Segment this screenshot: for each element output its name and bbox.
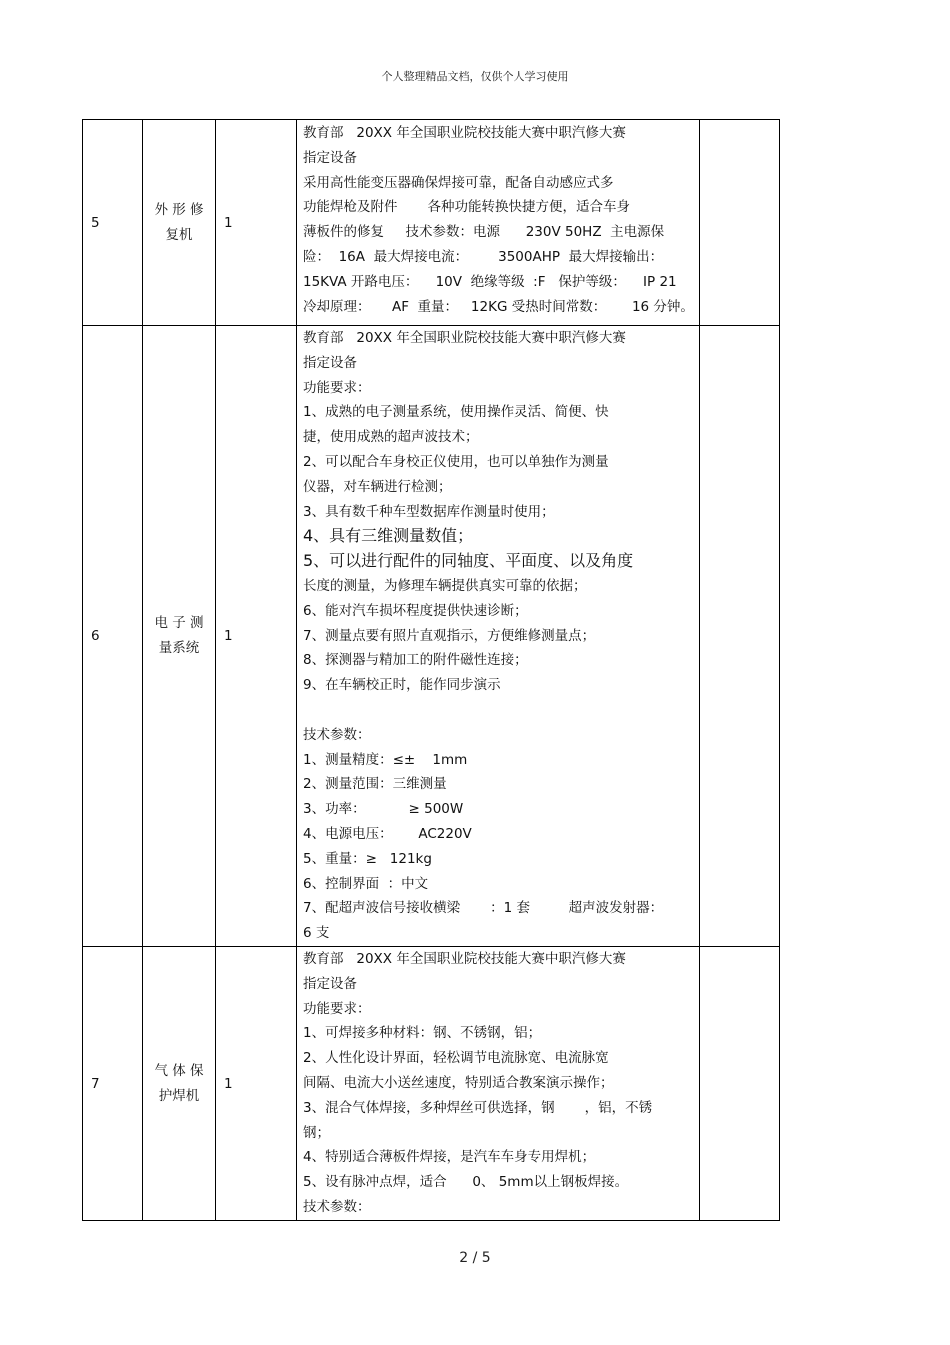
spec-line: 3、具有数千种车型数据库作测量时使用； xyxy=(303,503,555,520)
item-number: 7 xyxy=(83,947,143,1221)
equipment-name xyxy=(143,326,216,947)
spec-line: 7、测量点要有照片直观指示，方便维修测量点； xyxy=(303,627,596,644)
spec-line: 功能要求： xyxy=(303,1000,371,1017)
spec-line: 4、具有三维测量数值； xyxy=(303,526,474,546)
equipment-name-line: 护焊机 xyxy=(158,1087,200,1104)
spec-line: 9、在车辆校正时，能作同步演示 xyxy=(303,677,501,694)
spec-line: 间隔、电流大小送丝速度，特别适合教案演示操作； xyxy=(303,1074,614,1091)
spec-line: 指定设备 xyxy=(303,975,357,992)
spec-line: 8、探测器与精加工的附件磁性连接； xyxy=(303,652,528,669)
spec-line: 薄板件的修复 技术参数：电源 230V 50HZ 主电源保 xyxy=(303,224,665,241)
spec-line: 冷却原理： AF 重量： 12KG 受热时间常数： 16 分钟。 xyxy=(303,298,694,315)
spec-description xyxy=(297,120,700,326)
spec-line: 4、特别适合薄板件焊接，是汽车车身专用焊机； xyxy=(303,1149,596,1166)
quantity: 1 xyxy=(216,326,297,947)
spec-line: 功能要求： xyxy=(303,379,371,396)
spec-line: 技术参数： xyxy=(303,726,371,743)
spec-line: 6 支 xyxy=(303,925,330,942)
spec-line: 2、测量范围：三维测量 xyxy=(303,776,447,793)
spec-line: 3、混合气体焊接，多种焊丝可供选择，钢 ，铝，不锈 xyxy=(303,1099,653,1116)
equipment-name xyxy=(143,947,216,1221)
spec-line: 6、能对汽车损坏程度提供快速诊断； xyxy=(303,602,528,619)
spec-line: 捷，使用成熟的超声波技术； xyxy=(303,429,479,446)
equipment-name-line: 电 子 测 xyxy=(154,615,204,631)
equipment-name-line: 气 体 保 xyxy=(154,1062,204,1079)
equipment-name-line: 量系统 xyxy=(158,640,200,656)
equipment-name-line: 外 形 修 xyxy=(154,201,204,218)
spec-line: 1、可焊接多种材料：钢、不锈钢，铝； xyxy=(303,1025,542,1042)
spec-line: 技术参数： xyxy=(303,1198,371,1215)
table-row xyxy=(83,326,780,947)
spec-line: 5、可以进行配件的同轴度、平面度、以及角度 xyxy=(303,551,634,571)
spec-line: 险： 16A 最大焊接电流： 3500AHP 最大焊接输出： xyxy=(303,248,664,265)
table-row xyxy=(83,947,780,1221)
spec-line: 1、成熟的电子测量系统，使用操作灵活、简便、快 xyxy=(303,404,609,421)
remarks-cell xyxy=(700,947,780,1221)
page-header: 个人整理精品文档，仅供个人学习使用 xyxy=(381,70,569,83)
spec-line: 1、测量精度：≤± 1mm xyxy=(303,751,468,768)
spec-line: 采用高性能变压器确保焊接可靠，配备自动感应式多 xyxy=(303,174,614,191)
remarks-cell xyxy=(700,120,780,326)
spec-line: 指定设备 xyxy=(303,354,357,371)
spec-line: 指定设备 xyxy=(303,149,357,166)
spec-line: 5、设有脉冲点焊，适合 0、 5mm以上钢板焊接。 xyxy=(303,1174,629,1191)
quantity: 1 xyxy=(216,120,297,326)
quantity: 1 xyxy=(216,947,297,1221)
page-number: 2 / 5 xyxy=(459,1250,491,1266)
spec-line: 教育部 20XX 年全国职业院校技能大赛中职汽修大赛 xyxy=(303,125,626,141)
equipment-spec-table xyxy=(82,119,780,1221)
spec-line: 15KVA 开路电压： 10V 绝缘等级 :F 保护等级： IP 21 xyxy=(303,273,677,290)
spec-line: 2、可以配合车身校正仪使用，也可以单独作为测量 xyxy=(303,453,609,470)
equipment-name xyxy=(143,120,216,326)
table-row xyxy=(83,120,780,326)
spec-line: 仪器，对车辆进行检测； xyxy=(303,478,452,495)
spec-line: 教育部 20XX 年全国职业院校技能大赛中职汽修大赛 xyxy=(303,330,626,346)
spec-line: 2、人性化设计界面，轻松调节电流脉宽、电流脉宽 xyxy=(303,1050,609,1067)
spec-line: 7、配超声波信号接收横梁 ：1 套 超声波发射器： xyxy=(303,900,664,917)
spec-line: 钢； xyxy=(303,1124,330,1141)
remarks-cell xyxy=(700,326,780,947)
spec-line: 5、重量：≥ 121kg xyxy=(303,850,432,867)
spec-description xyxy=(297,947,700,1221)
spec-line: 功能焊枪及附件 各种功能转换快捷方便，适合车身 xyxy=(303,199,631,216)
spec-line: 教育部 20XX 年全国职业院校技能大赛中职汽修大赛 xyxy=(303,951,626,967)
spec-line: 3、功率： ≥ 500W xyxy=(303,801,464,818)
equipment-name-line: 复机 xyxy=(165,226,193,243)
spec-description xyxy=(297,326,700,947)
spec-line xyxy=(303,698,695,723)
spec-line: 6、控制界面 ：中文 xyxy=(303,875,429,892)
spec-line: 4、电源电压： AC220V xyxy=(303,825,472,842)
item-number: 5 xyxy=(83,120,143,326)
spec-line: 长度的测量，为修理车辆提供真实可靠的依据； xyxy=(303,577,587,594)
item-number: 6 xyxy=(83,326,143,947)
